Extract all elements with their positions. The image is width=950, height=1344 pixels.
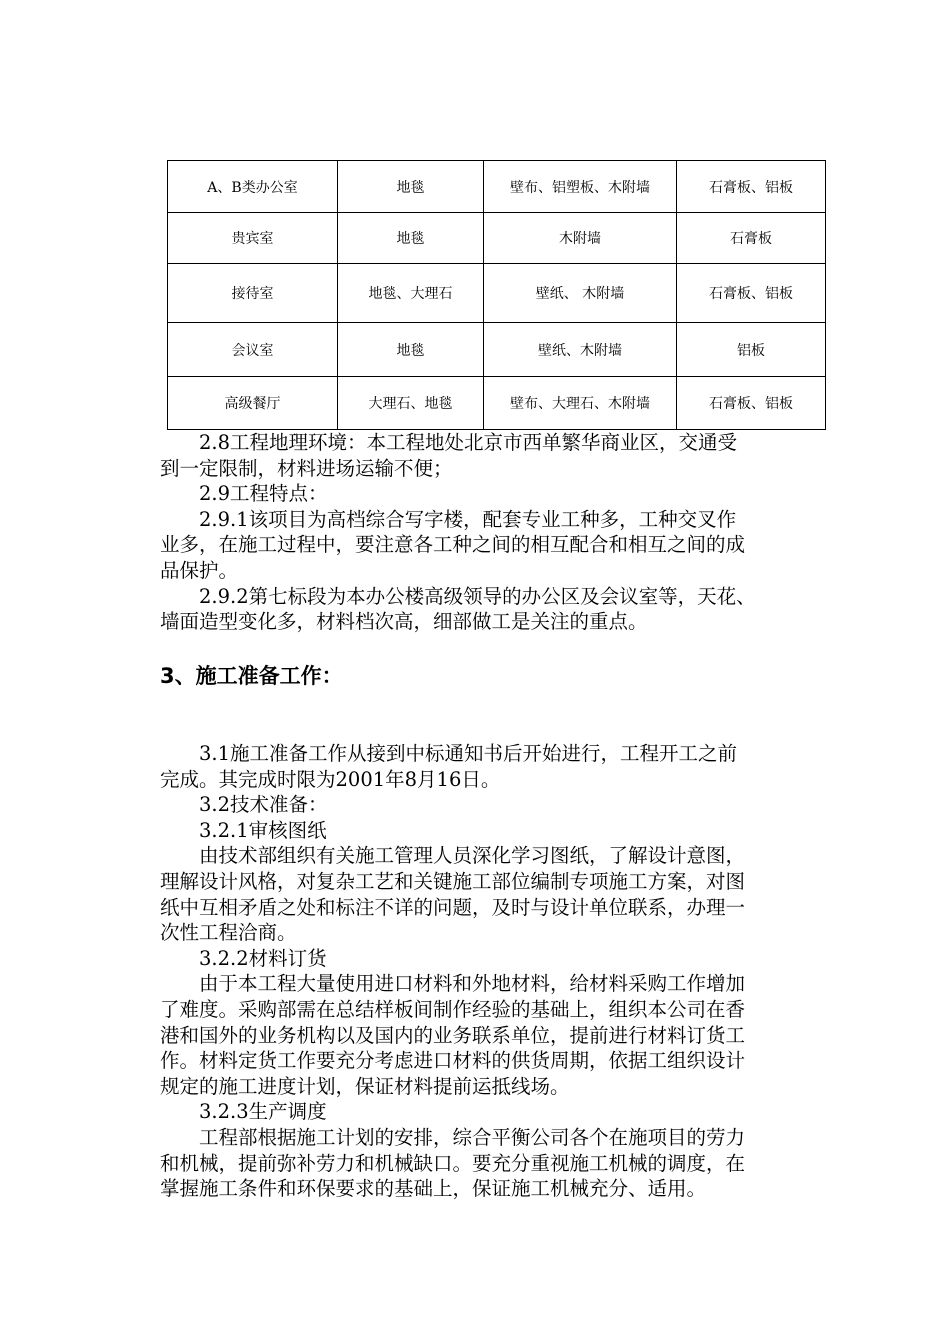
section-2-body — [160, 430, 850, 635]
text-line: 墙面造型变化多，材料档次高，细部做工是关注的重点。 — [160, 610, 648, 634]
text-line: 理解设计风格，对复杂工艺和关键施工部位编制专项施工方案，对图 — [160, 869, 746, 893]
table-cell: 壁纸、木附墙 — [484, 323, 677, 377]
text-line: 规定的施工进度计划，保证材料提前运抵线场。 — [160, 1074, 570, 1098]
text-line: 2.9.2第七标段为本办公楼高级领导的办公区及会议室等，天花、 — [160, 584, 756, 608]
text-line: 2.8工程地理环境：本工程地处北京市西单繁华商业区，交通受 — [160, 431, 738, 454]
table-row — [168, 161, 826, 213]
text-line: 3.1施工准备工作从接到中标通知书后开始进行，工程开工之前 — [160, 742, 738, 765]
table-cell: 石膏板、铝板 — [677, 377, 826, 430]
text-line: 港和国外的业务机构以及国内的业务联系单位，提前进行材料订货工 — [160, 1023, 746, 1047]
table-row — [168, 264, 826, 323]
table-cell: 会议室 — [168, 323, 338, 377]
text-line: 2.9.1该项目为高档综合写字楼，配套专业工种多，工种交叉作 — [160, 507, 737, 531]
section-3-heading: 3、施工准备工作： — [160, 664, 343, 688]
text-line: 和机械，提前弥补劳力和机械缺口。要充分重视施工机械的调度，在 — [160, 1151, 746, 1175]
table-row — [168, 323, 826, 377]
text-line: 3.2.1审核图纸 — [160, 818, 327, 842]
text-line: 作。材料定货工作要充分考虑进口材料的供货周期，依据工组织设计 — [160, 1049, 746, 1073]
text-line: 3.2.2材料订货 — [160, 946, 327, 970]
text-line: 业多，在施工过程中，要注意各工种之间的相互配合和相互之间的成 — [160, 533, 746, 557]
table-cell: 大理石、地毯 — [338, 377, 484, 430]
table-cell: A、B类办公室 — [168, 161, 338, 213]
text-line: 由技术部组织有关施工管理人员深化学习图纸，了解设计意图， — [160, 844, 746, 868]
table-cell: 石膏板、铝板 — [677, 264, 826, 323]
text-line: 纸中互相矛盾之处和标注不详的问题，及时与设计单位联系，办理一 — [160, 895, 746, 919]
table-cell: 地毯 — [338, 213, 484, 264]
section-3-body — [160, 741, 850, 1202]
material-table — [167, 160, 826, 430]
table-cell: 壁布、铝塑板、木附墙 — [484, 161, 677, 213]
table-cell: 壁布、大理石、木附墙 — [484, 377, 677, 430]
table-cell: 石膏板 — [677, 213, 826, 264]
table-row — [168, 213, 826, 264]
text-line: 品保护。 — [160, 558, 239, 582]
table-cell: 地毯 — [338, 323, 484, 377]
text-line: 由于本工程大量使用进口材料和外地材料，给材料采购工作增加 — [160, 972, 746, 996]
table-cell: 高级餐厅 — [168, 377, 338, 430]
table-cell: 地毯 — [338, 161, 484, 213]
table-cell: 地毯、大理石 — [338, 264, 484, 323]
table-cell: 木附墙 — [484, 213, 677, 264]
text-line: 3.2技术准备： — [160, 793, 328, 817]
text-line: 2.9工程特点： — [160, 482, 328, 506]
table-row — [168, 377, 826, 430]
text-line: 到一定限制，材料进场运输不便； — [160, 456, 453, 480]
text-line: 了难度。采购部需在总结样板间制作经验的基础上，组织本公司在香 — [160, 997, 746, 1021]
text-line: 工程部根据施工计划的安排，综合平衡公司各个在施项目的劳力 — [160, 1125, 746, 1149]
text-line: 完成。其完成时限为2001年8月16日。 — [160, 767, 501, 791]
table-cell: 铝板 — [677, 323, 826, 377]
table-cell: 接待室 — [168, 264, 338, 323]
text-line: 次性工程洽商。 — [160, 921, 297, 945]
table-cell: 壁纸、 木附墙 — [484, 264, 677, 323]
table-cell: 石膏板、铝板 — [677, 161, 826, 213]
text-line: 3.2.3生产调度 — [160, 1100, 327, 1124]
table-cell: 贵宾室 — [168, 213, 338, 264]
text-line: 掌握施工条件和环保要求的基础上，保证施工机械充分、适用。 — [160, 1177, 707, 1201]
